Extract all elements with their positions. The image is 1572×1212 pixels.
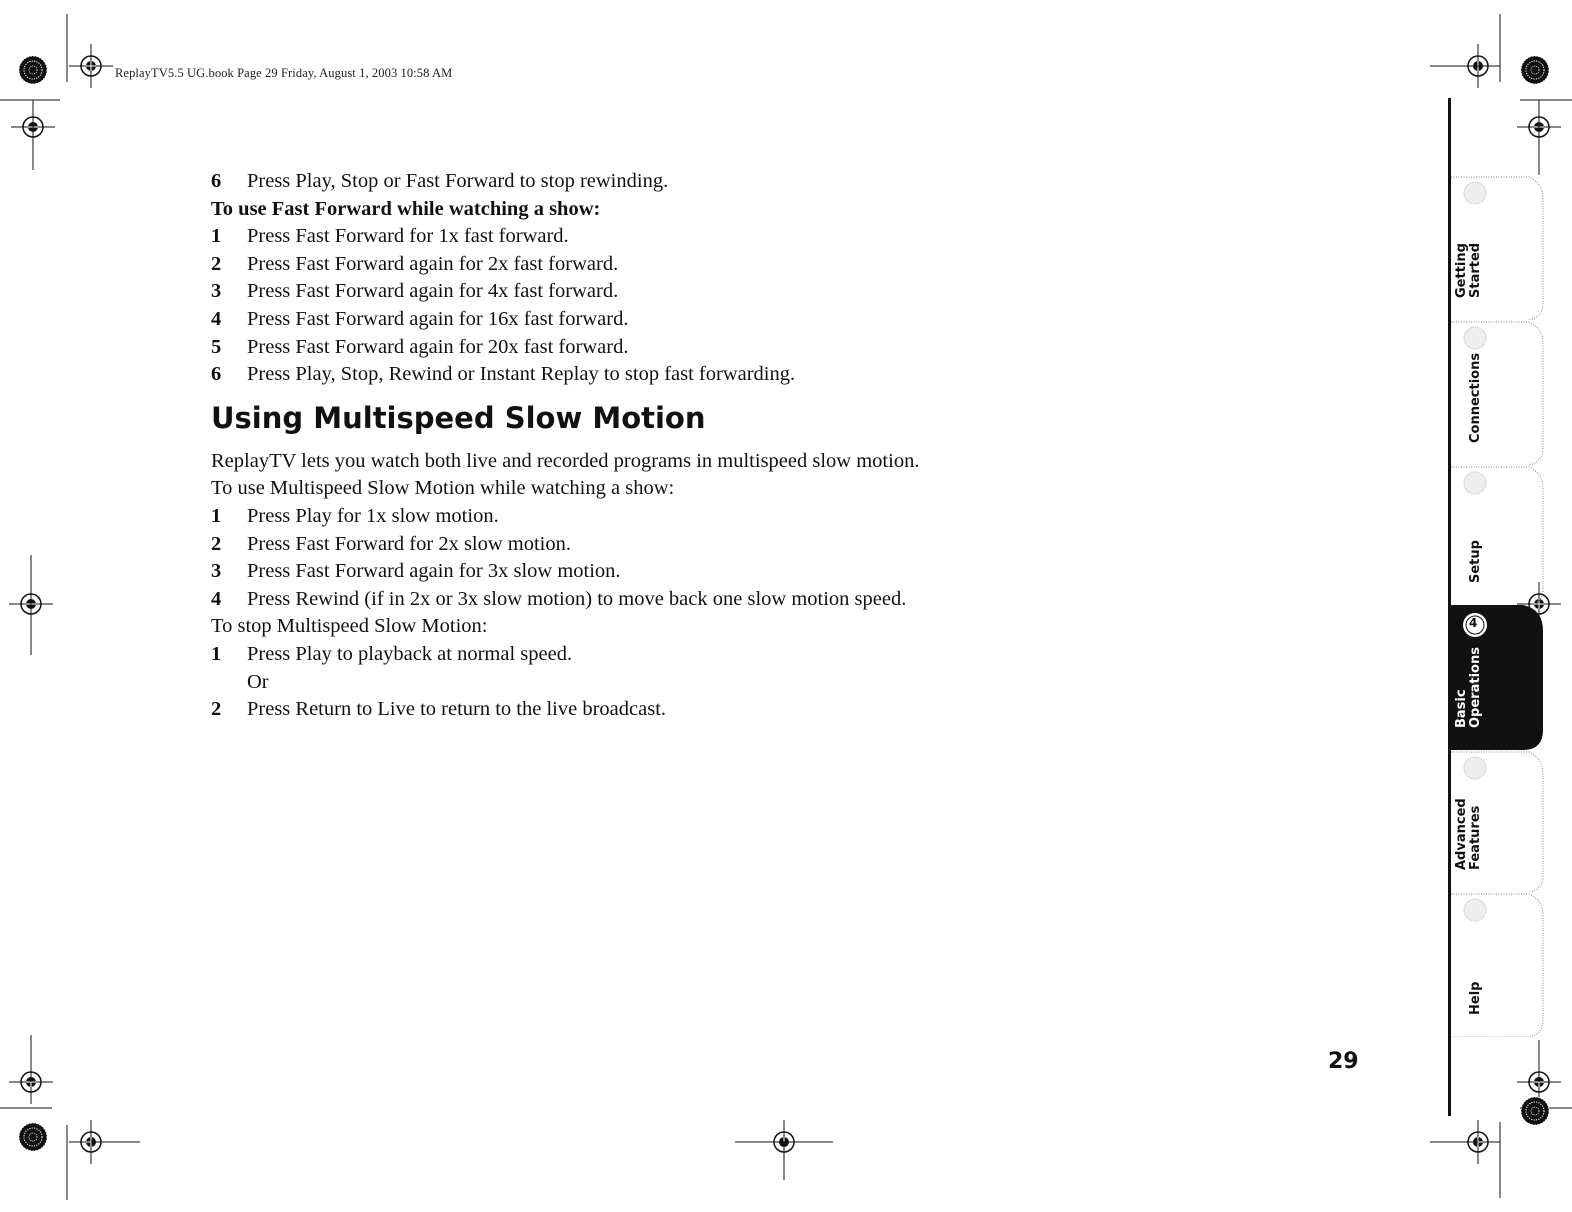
step-text: Press Play to playback at normal speed. [247,642,573,665]
list-item [211,251,1361,279]
step-text: Press Rewind (if in 2x or 3x slow motion) to move back one slow motion speed. [247,587,907,610]
step-number: 4 [211,307,222,330]
tab-label: Help [1468,981,1483,1015]
step-number: 1 [211,504,222,527]
subheading: To use Fast Forward while watching a show: [211,197,601,220]
list-item [211,361,1361,389]
step-text: Press Fast Forward again for 2x fast forward. [247,252,619,275]
step-number: 1 [211,642,222,665]
tab-advanced-features[interactable] [1449,750,1543,892]
list-item [211,278,1361,306]
list-item [211,669,1361,697]
step-number: 4 [211,587,222,610]
stop-intro-text: To stop Multispeed Slow Motion: [211,615,488,638]
intro-text: To use Multispeed Slow Motion while watching a show: [211,477,675,500]
list-item [211,503,1361,531]
tab-help[interactable] [1449,892,1543,1037]
registration-cross-icon [69,44,113,88]
registration-star-icon [1521,56,1549,84]
step-number: 6 [211,170,222,192]
step-number: 1 [211,225,222,248]
step-number: 3 [211,280,222,303]
step-number: 2 [211,252,222,275]
step-number: 3 [211,560,222,583]
step-text: Press Play, Stop or Fast Forward to stop rewinding. [247,170,669,192]
step-text: Press Fast Forward again for 4x fast forward. [247,280,619,303]
step-text: Press Fast Forward again for 16x fast forward. [247,307,629,330]
tab-getting-started[interactable] [1449,175,1543,320]
chapter-tabs [1449,175,1549,1045]
list-item [211,696,1361,724]
tab-label: Setup [1468,540,1483,583]
tab-label: Getting Started [1454,242,1483,298]
step-text: Press Return to Live to return to the live broadcast. [247,698,667,721]
tab-connections[interactable] [1449,320,1543,465]
registration-star-icon [1521,1097,1549,1125]
list-item [211,306,1361,334]
step-text: Press Play, Stop, Rewind or Instant Replay to stop fast forwarding. [247,363,796,386]
step-text: Press Fast Forward again for 20x fast forward. [247,335,629,358]
list-item [211,168,1361,196]
step-number: 2 [211,532,222,555]
step-text: Press Fast Forward again for 3x slow motion. [247,560,621,583]
list-item [211,531,1361,559]
list-item [211,223,1361,251]
tab-label: Connections [1468,352,1483,443]
page-number: 29 [1328,1049,1359,1074]
tab-outline [1449,320,1545,465]
list-item [211,558,1361,586]
step-text: Press Fast Forward for 2x slow motion. [247,532,572,555]
book-header-meta: ReplayTV5.5 UG.book Page 29 Friday, August 1, 2003 10:58 AM [115,66,453,80]
registration-star-icon [19,1123,47,1151]
step-text: Press Play for 1x slow motion. [247,504,499,527]
tab-outline [1449,892,1545,1037]
tab-label: Advanced Features [1454,798,1483,870]
intro-text: ReplayTV lets you watch both live and recorded programs in multispeed slow motion. [211,449,920,472]
step-number: 2 [211,698,222,721]
tab-badge: 4 [1469,616,1478,630]
page-content [211,168,1361,724]
list-item [211,334,1361,362]
step-number: 5 [211,335,222,358]
step-number: 6 [211,363,222,386]
list-item [211,641,1361,669]
registration-star-icon [19,56,47,84]
tab-label: Basic Operations [1454,647,1483,728]
step-text: Or [247,670,269,693]
section-heading: Using Multispeed Slow Motion [211,400,706,435]
step-text: Press Fast Forward for 1x fast forward. [247,225,569,248]
list-item [211,586,1361,614]
